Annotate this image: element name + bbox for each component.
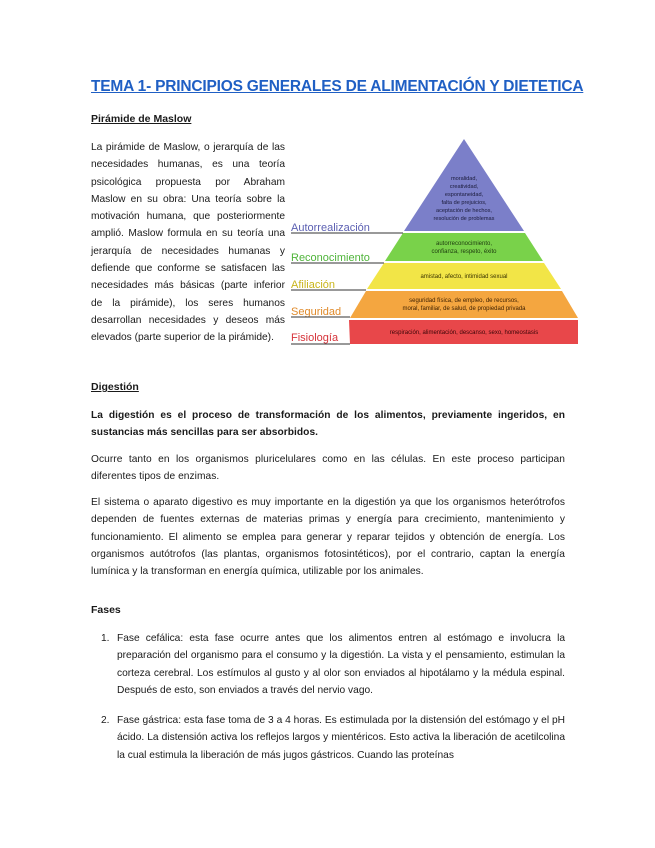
list-item-number: 2.	[101, 715, 110, 727]
pyramid-label-autorrealizacion: Autorrealización	[291, 222, 370, 234]
pyramid-level-safety	[350, 291, 578, 318]
pyramid-l1-line-1: moralidad,	[450, 176, 478, 182]
maslow-heading: Pirámide de Maslow	[91, 113, 192, 125]
list-item-text: Fase cefálica: esta fase ocurre antes que los alimentos entren al estómago e involucra la preparación del organismo para el consumo y la digestión. La vista y el pensamiento, estimulan la corteza cerebral. Los estímulos al gusto y al olor son enviados al hipotálamo y la médula espinal. Después de esto, son enviados a través del nervio vago.	[117, 633, 565, 696]
pyramid-l2-line-2: confianza, respeto, éxito	[431, 249, 497, 255]
pyramid-level-esteem	[385, 233, 543, 261]
digestion-heading: Digestión	[91, 381, 139, 393]
digestion-paragraph-1: Ocurre tanto en los organismos pluricelulares como en las células. En este proceso participan diferentes tipos de enzimas.	[91, 454, 565, 483]
pyramid-label-afiliacion: Afiliación	[291, 279, 336, 291]
pyramid-l1-line-2: creatividad,	[449, 184, 479, 190]
pyramid-l1-line-6: resolución de problemas	[433, 216, 495, 222]
maslow-paragraph: La pirámide de Maslow, o jerarquía de las necesidades humanas, es una teoría psicológica propuesta por Abraham Maslow en su obra: Una teoría sobre la motivación humana, que posteriormente amplió. Maslow formula en su teoría una jerarquía de necesidades humanas y defiende que conforme se satisfacen las necesidades más básicas (parte inferior de la pirámide), los seres humanos desarrollan necesidades y deseos más elevados (parte superior de la pirámide).	[91, 142, 285, 344]
maslow-pyramid-figure	[288, 133, 578, 368]
list-item-number: 1.	[101, 633, 110, 644]
pyramid-label-seguridad: Seguridad	[291, 306, 342, 318]
digestion-definition: La digestión es el proceso de transformación de los alimentos, previamente ingeridos, en sustancias más sencillas para ser absorbidos.	[91, 410, 565, 439]
document-title: TEMA 1- PRINCIPIOS GENERALES DE ALIMENTACIÓN Y DIETETICA	[91, 78, 584, 95]
pyramid-l1-line-4: falta de prejuicios,	[441, 200, 487, 206]
pyramid-l2-line-1: autorreconocimiento,	[435, 241, 493, 247]
list-item-text: Fase gástrica: esta fase toma de 3 a 4 horas. Es estimulada por la distensión del estómago y el pH ácido. La distensión activa los reflejos largos y mientéricos. Esto activa la liberación de acetilcolina la cual estimula la liberación de más jugos gástricos. Cuando las proteínas	[117, 715, 565, 761]
pyramid-l1-line-5: aceptación de hechos,	[436, 208, 492, 214]
pyramid-label-reconocimiento: Reconocimiento	[291, 252, 370, 264]
list-item	[91, 712, 565, 764]
pyramid-l1-line-3: espontaneidad,	[444, 192, 484, 198]
pyramid-l5-line-1: respiración, alimentación, descanso, sexo, homeostasis	[389, 330, 539, 336]
digestion-paragraph-2: El sistema o aparato digestivo es muy importante en la digestión ya que los organismos heterótrofos dependen de fuentes externas de materias primas y energía para crecimiento, mantenimiento y funcionamiento. El alimento se emplea para generar y reparar tejidos y obtención de energía. Los organismos autótrofos (las plantas, organismos fotosintéticos), por el contrario, captan la energía lumínica y la transforman en energía química, utilizable por los animales.	[91, 497, 565, 578]
pyramid-l3-line-1: amistad, afecto, intimidad sexual	[420, 274, 508, 280]
pyramid-l4-line-1: seguridad física, de empleo, de recursos,	[409, 298, 519, 304]
phases-list	[91, 630, 565, 764]
pyramid-l4-line-2: moral, familiar, de salud, de propiedad privada	[402, 306, 526, 312]
fases-heading: Fases	[91, 604, 121, 616]
list-item	[91, 630, 565, 699]
pyramid-label-fisiologia: Fisiología	[291, 332, 339, 344]
